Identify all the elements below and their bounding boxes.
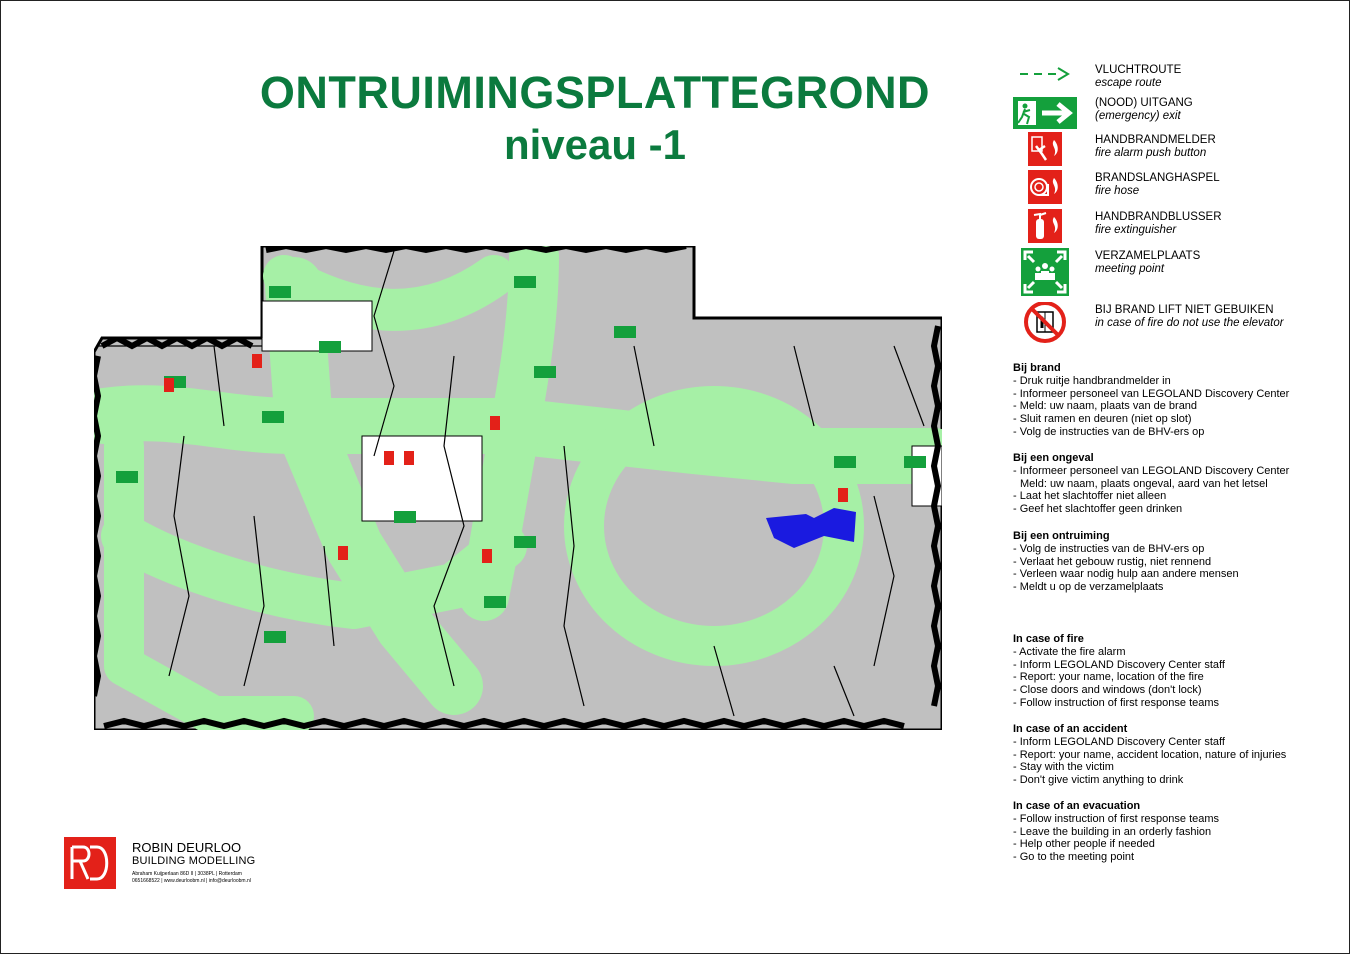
meeting-point-icon [1012,248,1082,300]
legend-label-en: meeting point [1095,263,1165,275]
instruction-heading: Bij een ongeval [1013,452,1094,464]
instruction-item: - Sluit ramen en deuren (niet op slot) [1013,413,1192,426]
legend-row-fire-alarm [1012,132,1342,172]
legend-label-en: fire hose [1095,185,1140,197]
legend-row-meeting-point [1012,248,1342,288]
company-name: ROBIN DEURLOO [132,840,242,855]
instruction-block-nl-evacuation [1013,530,1343,594]
legend-label-en: fire extinguisher [1095,224,1177,236]
page-title [250,66,940,170]
instruction-block-nl-fire [1013,362,1343,439]
instruction-item: - Verlaat het gebouw rustig, niet rennend [1013,555,1212,568]
instruction-heading: In case of fire [1013,633,1084,645]
instruction-item: - Follow instruction of first response teams [1013,812,1220,825]
company-logo-mark [64,837,116,889]
legend-label-nl: VERZAMELPLAATS [1095,250,1201,262]
legend-label-en: in case of fire do not use the elevator [1095,317,1284,329]
legend-label-nl: BRANDSLANGHASPEL [1095,172,1220,184]
instruction-item: - Leave the building in an orderly fashion [1013,825,1212,838]
instruction-item: - Informeer personeel van LEGOLAND Discovery Center [1013,387,1290,400]
instruction-item: - Go to the meeting point [1013,851,1135,864]
instruction-item: Meld: uw naam, plaats ongeval, aard van het letsel [1020,477,1268,490]
instruction-item: - Help other people if needed [1013,838,1155,851]
company-contact: 0651668522 | www.deurloobm.nl | info@deurloobm.nl [132,878,251,884]
instruction-heading: Bij brand [1013,362,1061,374]
legend-row-fire-extinguisher [1012,209,1342,249]
instruction-item: - Stay with the victim [1013,761,1114,774]
instruction-heading: In case of an evacuation [1013,800,1141,812]
instruction-block-en-evacuation [1013,800,1343,864]
legend-label-nl: BIJ BRAND LIFT NIET GEBUIKEN [1095,304,1274,316]
instruction-item: - Inform LEGOLAND Discovery Center staff [1013,658,1225,671]
instruction-item: - Informeer personeel van LEGOLAND Discovery Center [1013,464,1290,477]
title-level: niveau -1 [503,121,687,168]
legend-label-en: fire alarm push button [1095,147,1207,159]
instruction-item: - Report: your name, accident location, nature of injuries [1013,748,1287,761]
instruction-item: - Druk ruitje handbrandmelder in [1013,374,1171,387]
instruction-block-nl-accident [1013,452,1343,516]
fire-extinguisher-icon [1012,209,1082,249]
instruction-block-en-fire [1013,633,1343,710]
instruction-item: - Meldt u op de verzamelplaats [1013,581,1164,594]
instruction-heading: Bij een ontruiming [1013,530,1110,542]
instruction-item: - Meld: uw naam, plaats van de brand [1013,400,1198,413]
legend-row-no-elevator [1012,302,1342,342]
company-info [132,840,262,885]
instruction-item: - Geef het slachtoffer geen drinken [1013,503,1183,516]
instruction-item: - Report: your name, location of the fire [1013,671,1204,684]
instruction-item: - Verleen waar nodig hulp aan andere mensen [1013,568,1239,581]
legend-label-nl: VLUCHTROUTE [1095,64,1182,76]
instruction-item: - Inform LEGOLAND Discovery Center staff [1013,735,1225,748]
company-subtitle: BUILDING MODELLING [132,855,256,867]
legend-label-en: (emergency) exit [1095,110,1181,122]
legend-row-emergency-exit [1012,95,1342,135]
fire-hose-icon [1012,170,1082,210]
emergency-exit-icon [1012,95,1082,135]
instruction-item: - Activate the fire alarm [1013,645,1126,658]
no-elevator-icon [1012,302,1082,346]
floor-plan-map [94,246,942,730]
legend-label-nl: HANDBRANDMELDER [1095,134,1216,146]
instruction-item: - Volg de instructies van de BHV-ers op [1013,542,1205,555]
fire-alarm-button-icon [1012,132,1082,172]
title-main: ONTRUIMINGSPLATTEGROND [259,67,931,118]
instruction-item: - Close doors and windows (don't lock) [1013,684,1202,697]
legend-label-en: escape route [1095,77,1162,89]
legend-label-nl: (NOOD) UITGANG [1095,97,1193,109]
instruction-item: - Follow instruction of first response teams [1013,696,1220,709]
company-logo [64,837,116,889]
instruction-item: - Volg de instructies van de BHV-ers op [1013,425,1205,438]
instruction-item: - Laat het slachtoffer niet alleen [1013,490,1167,503]
legend-row-fire-hose [1012,170,1342,210]
instruction-block-en-accident [1013,723,1343,787]
company-address: Abraham Kuijperlaan 86D II | 3038PL | Rotterdam [132,871,242,877]
legend-label-nl: HANDBRANDBLUSSER [1095,211,1222,223]
instruction-item: - Don't give victim anything to drink [1013,774,1184,787]
instruction-heading: In case of an accident [1013,723,1128,735]
